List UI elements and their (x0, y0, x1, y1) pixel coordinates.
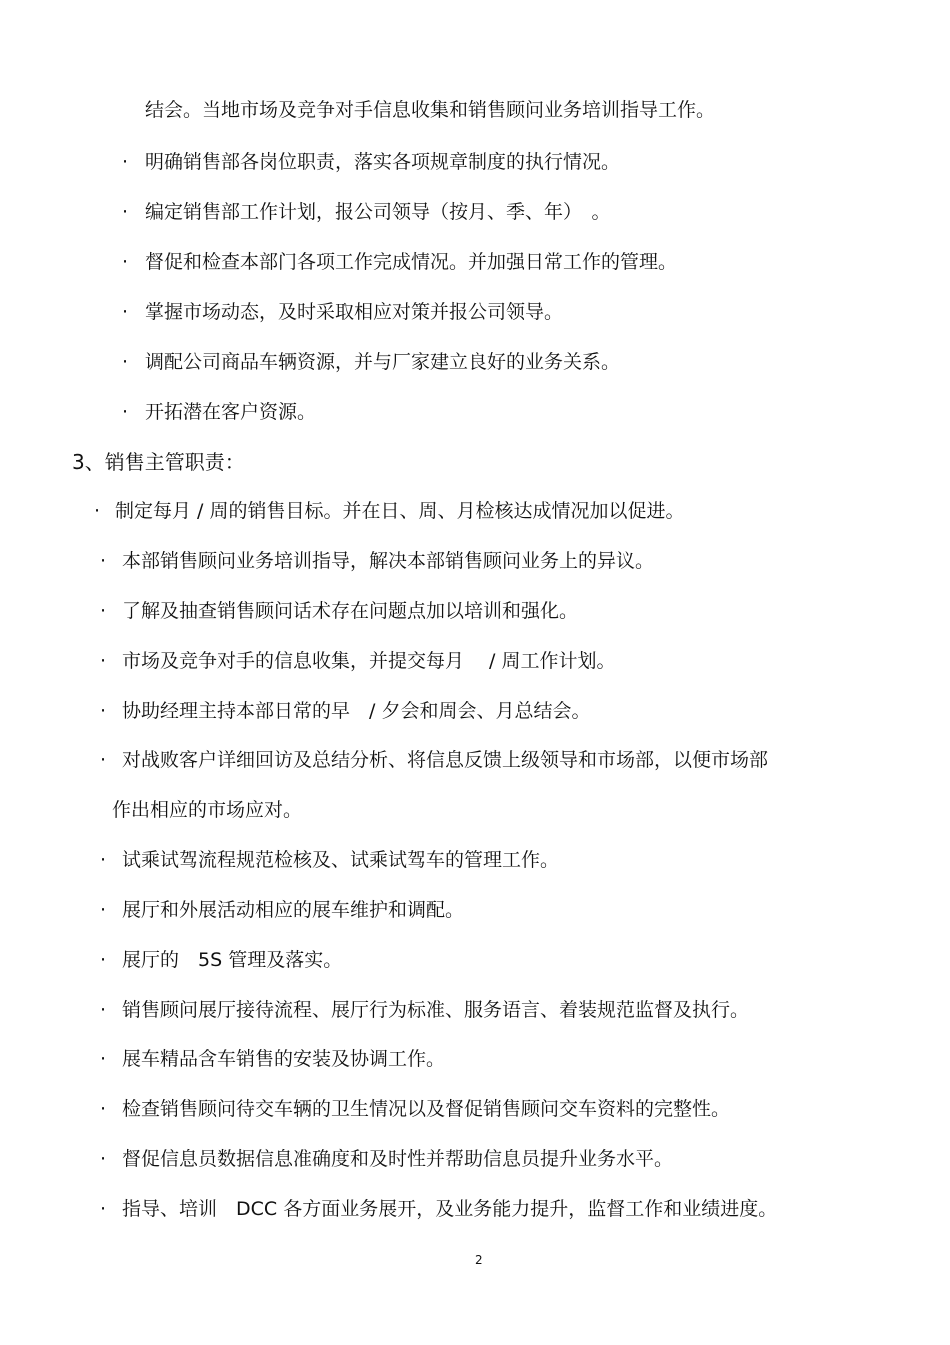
bullet-icon: · (100, 1148, 107, 1170)
bullet-icon: · (100, 1198, 107, 1220)
bullet-icon: · (122, 401, 129, 423)
list-item-text: 明确销售部各岗位职责，落实各项规章制度的执行情况。 (145, 151, 621, 173)
list-item-text: 本部销售顾问业务培训指导，解决本部销售顾问业务上的异议。 (122, 550, 655, 572)
bullet-icon: · (94, 500, 101, 522)
list-item-text: 开拓潜在客户资源。 (145, 401, 317, 423)
bullet-icon: · (100, 849, 107, 871)
bullet-icon: · (122, 251, 129, 273)
bullet-icon: · (122, 351, 129, 373)
continuation-text: 结会。当地市场及竞争对手信息收集和销售顾问业务培训指导工作。 (145, 99, 716, 121)
bullet-icon: · (100, 650, 107, 672)
list-item-text: 督促信息员数据信息准确度和及时性并帮助信息员提升业务水平。 (122, 1148, 674, 1170)
list-item-text: 试乘试驾流程规范检核及、试乘试驾车的管理工作。 (122, 849, 560, 871)
list-item-text: 协助经理主持本部日常的早 / 夕会和周会、月总结会。 (122, 700, 591, 722)
list-item-text: 编定销售部工作计划，报公司领导（按月、季、年） 。 (145, 201, 611, 223)
bullet-icon: · (100, 1098, 107, 1120)
bullet-icon: · (122, 201, 129, 223)
bullet-icon: · (100, 999, 107, 1021)
bullet-icon: · (100, 899, 107, 921)
list-item-continuation: 作出相应的市场应对。 (112, 799, 303, 821)
list-item-text: 销售顾问展厅接待流程、展厅行为标准、服务语言、着装规范监督及执行。 (122, 999, 750, 1021)
list-item-text: 展厅和外展活动相应的展车维护和调配。 (122, 899, 465, 921)
list-item-text: 制定每月 / 周的销售目标。并在日、周、月检核达成情况加以促进。 (115, 500, 685, 522)
bullet-icon: · (100, 1048, 107, 1070)
list-item-text: 检查销售顾问待交车辆的卫生情况以及督促销售顾问交车资料的完整性。 (122, 1098, 731, 1120)
bullet-icon: · (100, 749, 107, 771)
bullet-icon: · (100, 550, 107, 572)
page-number: 2 (475, 1253, 483, 1267)
list-item-text: 市场及竞争对手的信息收集，并提交每月 / 周工作计划。 (122, 650, 616, 672)
bullet-icon: · (100, 700, 107, 722)
list-item-text: 对战败客户详细回访及总结分析、将信息反馈上级领导和市场部，以便市场部 (122, 749, 769, 771)
list-item-text: 督促和检查本部门各项工作完成情况。并加强日常工作的管理。 (145, 251, 678, 273)
list-item-text: 展厅的 5S 管理及落实。 (122, 949, 343, 971)
bullet-icon: · (122, 301, 129, 323)
list-item-text: 掌握市场动态，及时采取相应对策并报公司领导。 (145, 301, 564, 323)
list-item-text: 了解及抽查销售顾问话术存在问题点加以培训和强化。 (122, 600, 579, 622)
bullet-icon: · (100, 949, 107, 971)
bullet-icon: · (100, 600, 107, 622)
section-heading: 3、销售主管职责： (72, 450, 245, 474)
bullet-icon: · (122, 151, 129, 173)
list-item-text: 展车精品含车销售的安装及协调工作。 (122, 1048, 446, 1070)
list-item-text: 指导、培训 DCC 各方面业务展开，及业务能力提升，监督工作和业绩进度。 (122, 1198, 778, 1220)
list-item-text: 调配公司商品车辆资源，并与厂家建立良好的业务关系。 (145, 351, 621, 373)
